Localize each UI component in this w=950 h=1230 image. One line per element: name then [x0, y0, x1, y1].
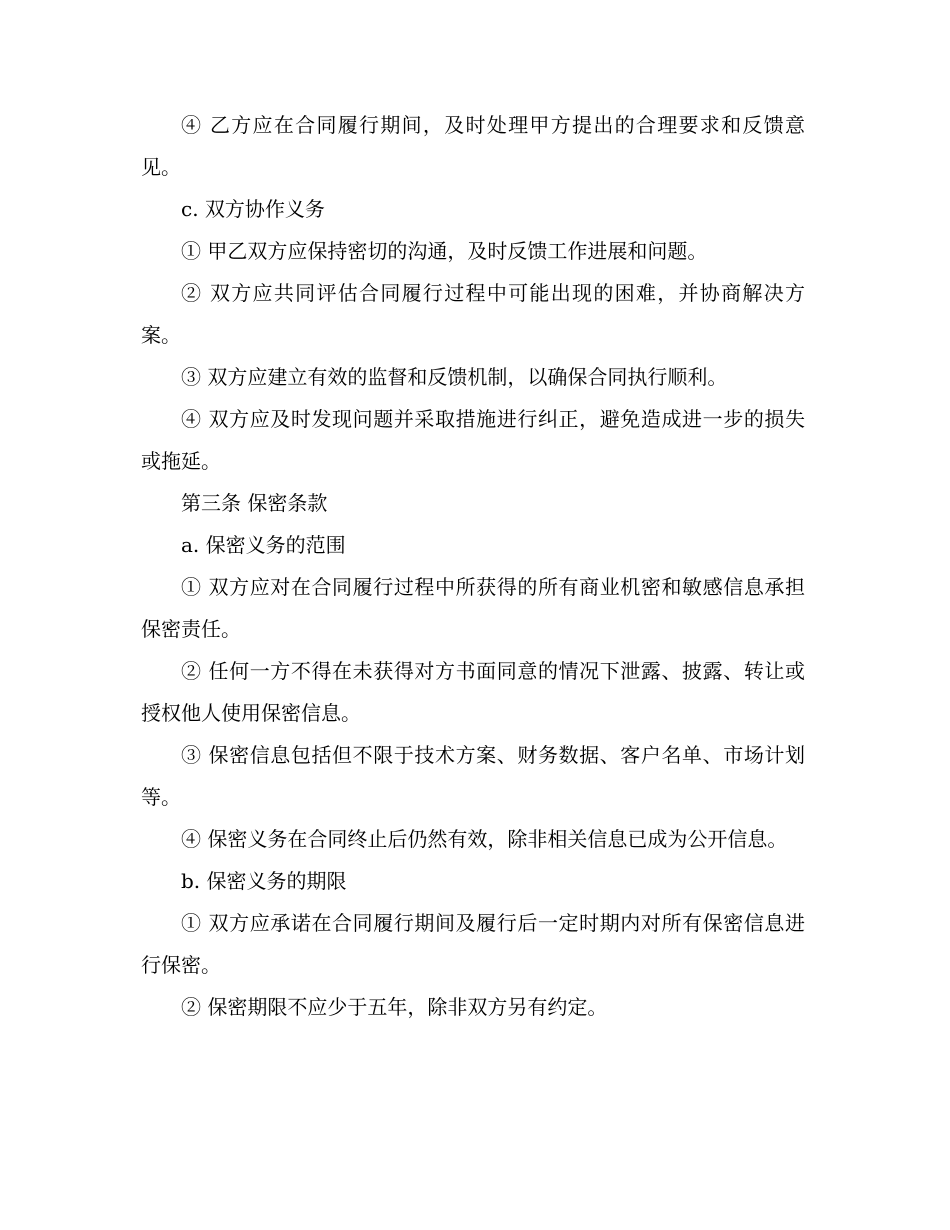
- paragraph-scope-1: ① 双方应对在合同履行过程中所获得的所有商业机密和敏感信息承担保密责任。: [141, 575, 805, 641]
- paragraph-cooperation-2: ② 双方应共同评估合同履行过程中可能出现的困难，并协商解决方案。: [141, 281, 805, 347]
- article-title-confidentiality: 第三条 保密条款: [181, 491, 328, 515]
- paragraph-cooperation-4: ④ 双方应及时发现问题并采取措施进行纠正，避免造成进一步的损失或拖延。: [141, 407, 805, 473]
- paragraph-obligation-4: ④ 乙方应在合同履行期间，及时处理甲方提出的合理要求和反馈意见。: [141, 113, 805, 179]
- paragraph-scope-4: ④ 保密义务在合同终止后仍然有效，除非相关信息已成为公开信息。: [181, 827, 788, 851]
- paragraph-cooperation-1: ① 甲乙双方应保持密切的沟通，及时反馈工作进展和问题。: [181, 239, 708, 263]
- paragraph-scope-3: ③ 保密信息包括但不限于技术方案、财务数据、客户名单、市场计划等。: [141, 743, 805, 809]
- paragraph-cooperation-3: ③ 双方应建立有效的监督和反馈机制，以确保合同执行顺利。: [181, 365, 728, 389]
- paragraph-term-1: ① 双方应承诺在合同履行期间及履行后一定时期内对所有保密信息进行保密。: [141, 911, 805, 977]
- heading-confidentiality-term: b. 保密义务的期限: [181, 869, 347, 893]
- heading-cooperation-obligations: c. 双方协作义务: [181, 197, 325, 221]
- paragraph-scope-2: ② 任何一方不得在未获得对方书面同意的情况下泄露、披露、转让或授权他人使用保密信息。: [141, 659, 805, 725]
- heading-confidentiality-scope: a. 保密义务的范围: [181, 533, 346, 557]
- paragraph-term-2: ② 保密期限不应少于五年，除非双方另有约定。: [181, 995, 608, 1019]
- document-body: [141, 104, 805, 1028]
